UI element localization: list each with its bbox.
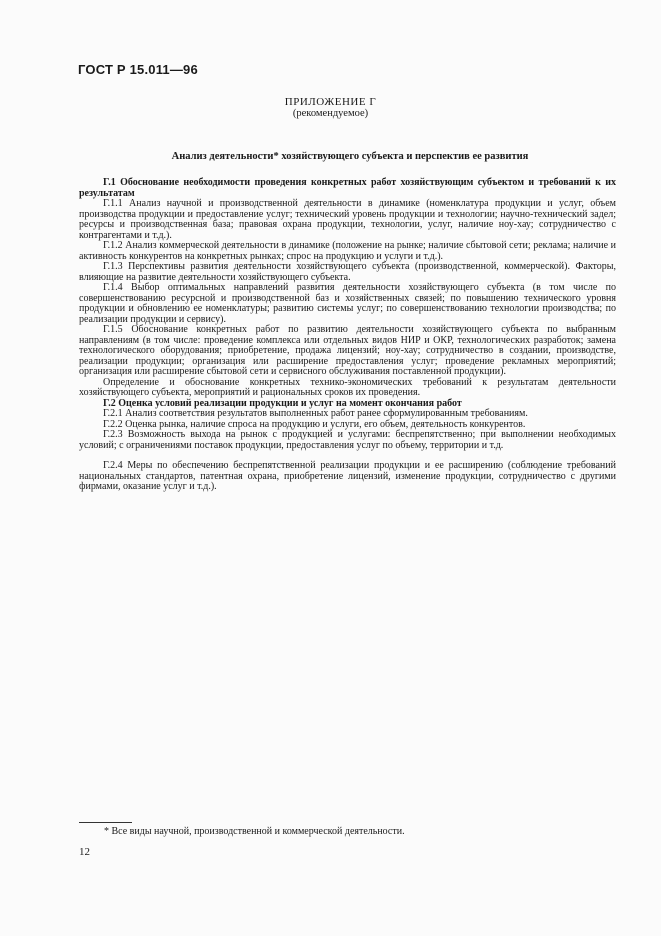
appendix-subtitle: (рекомендуемое) — [292, 108, 369, 119]
paragraph-g2-4: Г.2.4 Меры по обеспечению беспрепятственной реализации продукции и ее расширению (соблюдение требований национальных стандартов, патентная охрана, приобретение лицензий, изменение продукции, сотрудничество с другими фирмами, оказание услуг и т.д.). — [79, 460, 616, 492]
appendix-title: ПРИЛОЖЕНИЕ Г — [284, 96, 377, 108]
paragraph-g2-heading: Г.2 Оценка условий реализации продукции и услуг на момент окончания работ — [103, 397, 462, 409]
paragraph-g2-2: Г.2.2 Оценка рынка, наличие спроса на продукцию и услуги, его объем, деятельность конкурентов. — [103, 418, 526, 430]
document-body — [79, 178, 616, 493]
page-number: 12 — [79, 846, 90, 858]
paragraph-g2-3: Г.2.3 Возможность выхода на рынок с продукцией и услугами: беспрепятственно; при выполнении необходимых условий; с ограничениями поставок продукции, предоставления услуг по объему, территории и т.д. — [79, 429, 616, 451]
paragraph-g2-1: Г.2.1 Анализ соответствия результатов выполненных работ ранее сформулированным требованиям. — [103, 408, 528, 419]
paragraph-g1-1: Г.1.1 Анализ научной и производственной деятельности в динамике (номенклатура продукции и услуг, объем производства продукции и предоставление услуг; технический уровень продукции и технологии; научно-технический задел; ресурсы и производственная база; правовая охрана продукции, технологии, услуг, наличие ноу-хау; сотрудничество с контрагентами и т.д.). — [79, 198, 616, 241]
paragraph-g1-heading: Г.1 Обоснование необходимости проведения конкретных работ хозяйствующим субъектом и требований к их результатам — [79, 177, 616, 199]
section-title: Анализ деятельности* хозяйствующего субъекта и перспектив ее развития — [171, 151, 529, 162]
footnote: * Все виды научной, производственной и коммерческой деятельности. — [104, 826, 405, 837]
paragraph-g1-4: Г.1.4 Выбор оптимальных направлений развития деятельности хозяйствующего субъекта (в том числе по совершенствованию ресурсной и производственной баз и хозяйственных связей; по повышению технического уровня продукции и обновлению ее номенклатуры; развитию системы услуг; по совершенствованию технологии производства; по реализации продукции и сервису). — [79, 282, 616, 325]
document-code: ГОСТ Р 15.011—96 — [78, 62, 198, 77]
paragraph-g1-5: Г.1.5 Обоснование конкретных работ по развитию деятельности хозяйствующего субъекта по выбранным направлениям (в том числе: проведение комплекса или отдельных видов НИР и ОКР, технологических разработок; замена технологического оборудования; приобретение, продажа лицензий; ноу-хау; сотрудничество в создании, производстве, реализации продукции; организация или расширение предоставления услуг; проведение рекламных мероприятий; организация или расширение сбытовой сети и сервисного обслуживания поставленной продукции). — [79, 324, 616, 377]
footnote-divider — [79, 822, 132, 823]
appendix-heading — [0, 96, 661, 120]
paragraph-requirements: Определение и обоснование конкретных технико-экономических требований к результатам деятельности хозяйствующего субъекта, мероприятий и рациональных сроков их проведения. — [79, 376, 616, 398]
paragraph-g1-2: Г.1.2 Анализ коммерческой деятельности в динамике (положение на рынке; наличие сбытовой сети; реклама; наличие и активность конкурентов на конкретных рынках; спрос на продукцию и услуги и т.д.). — [79, 240, 616, 262]
paragraph-g1-3: Г.1.3 Перспективы развития деятельности хозяйствующего субъекта (производственной, коммерческой). Факторы, влияющие на развитие деятельности хозяйствующего субъекта. — [79, 261, 616, 283]
